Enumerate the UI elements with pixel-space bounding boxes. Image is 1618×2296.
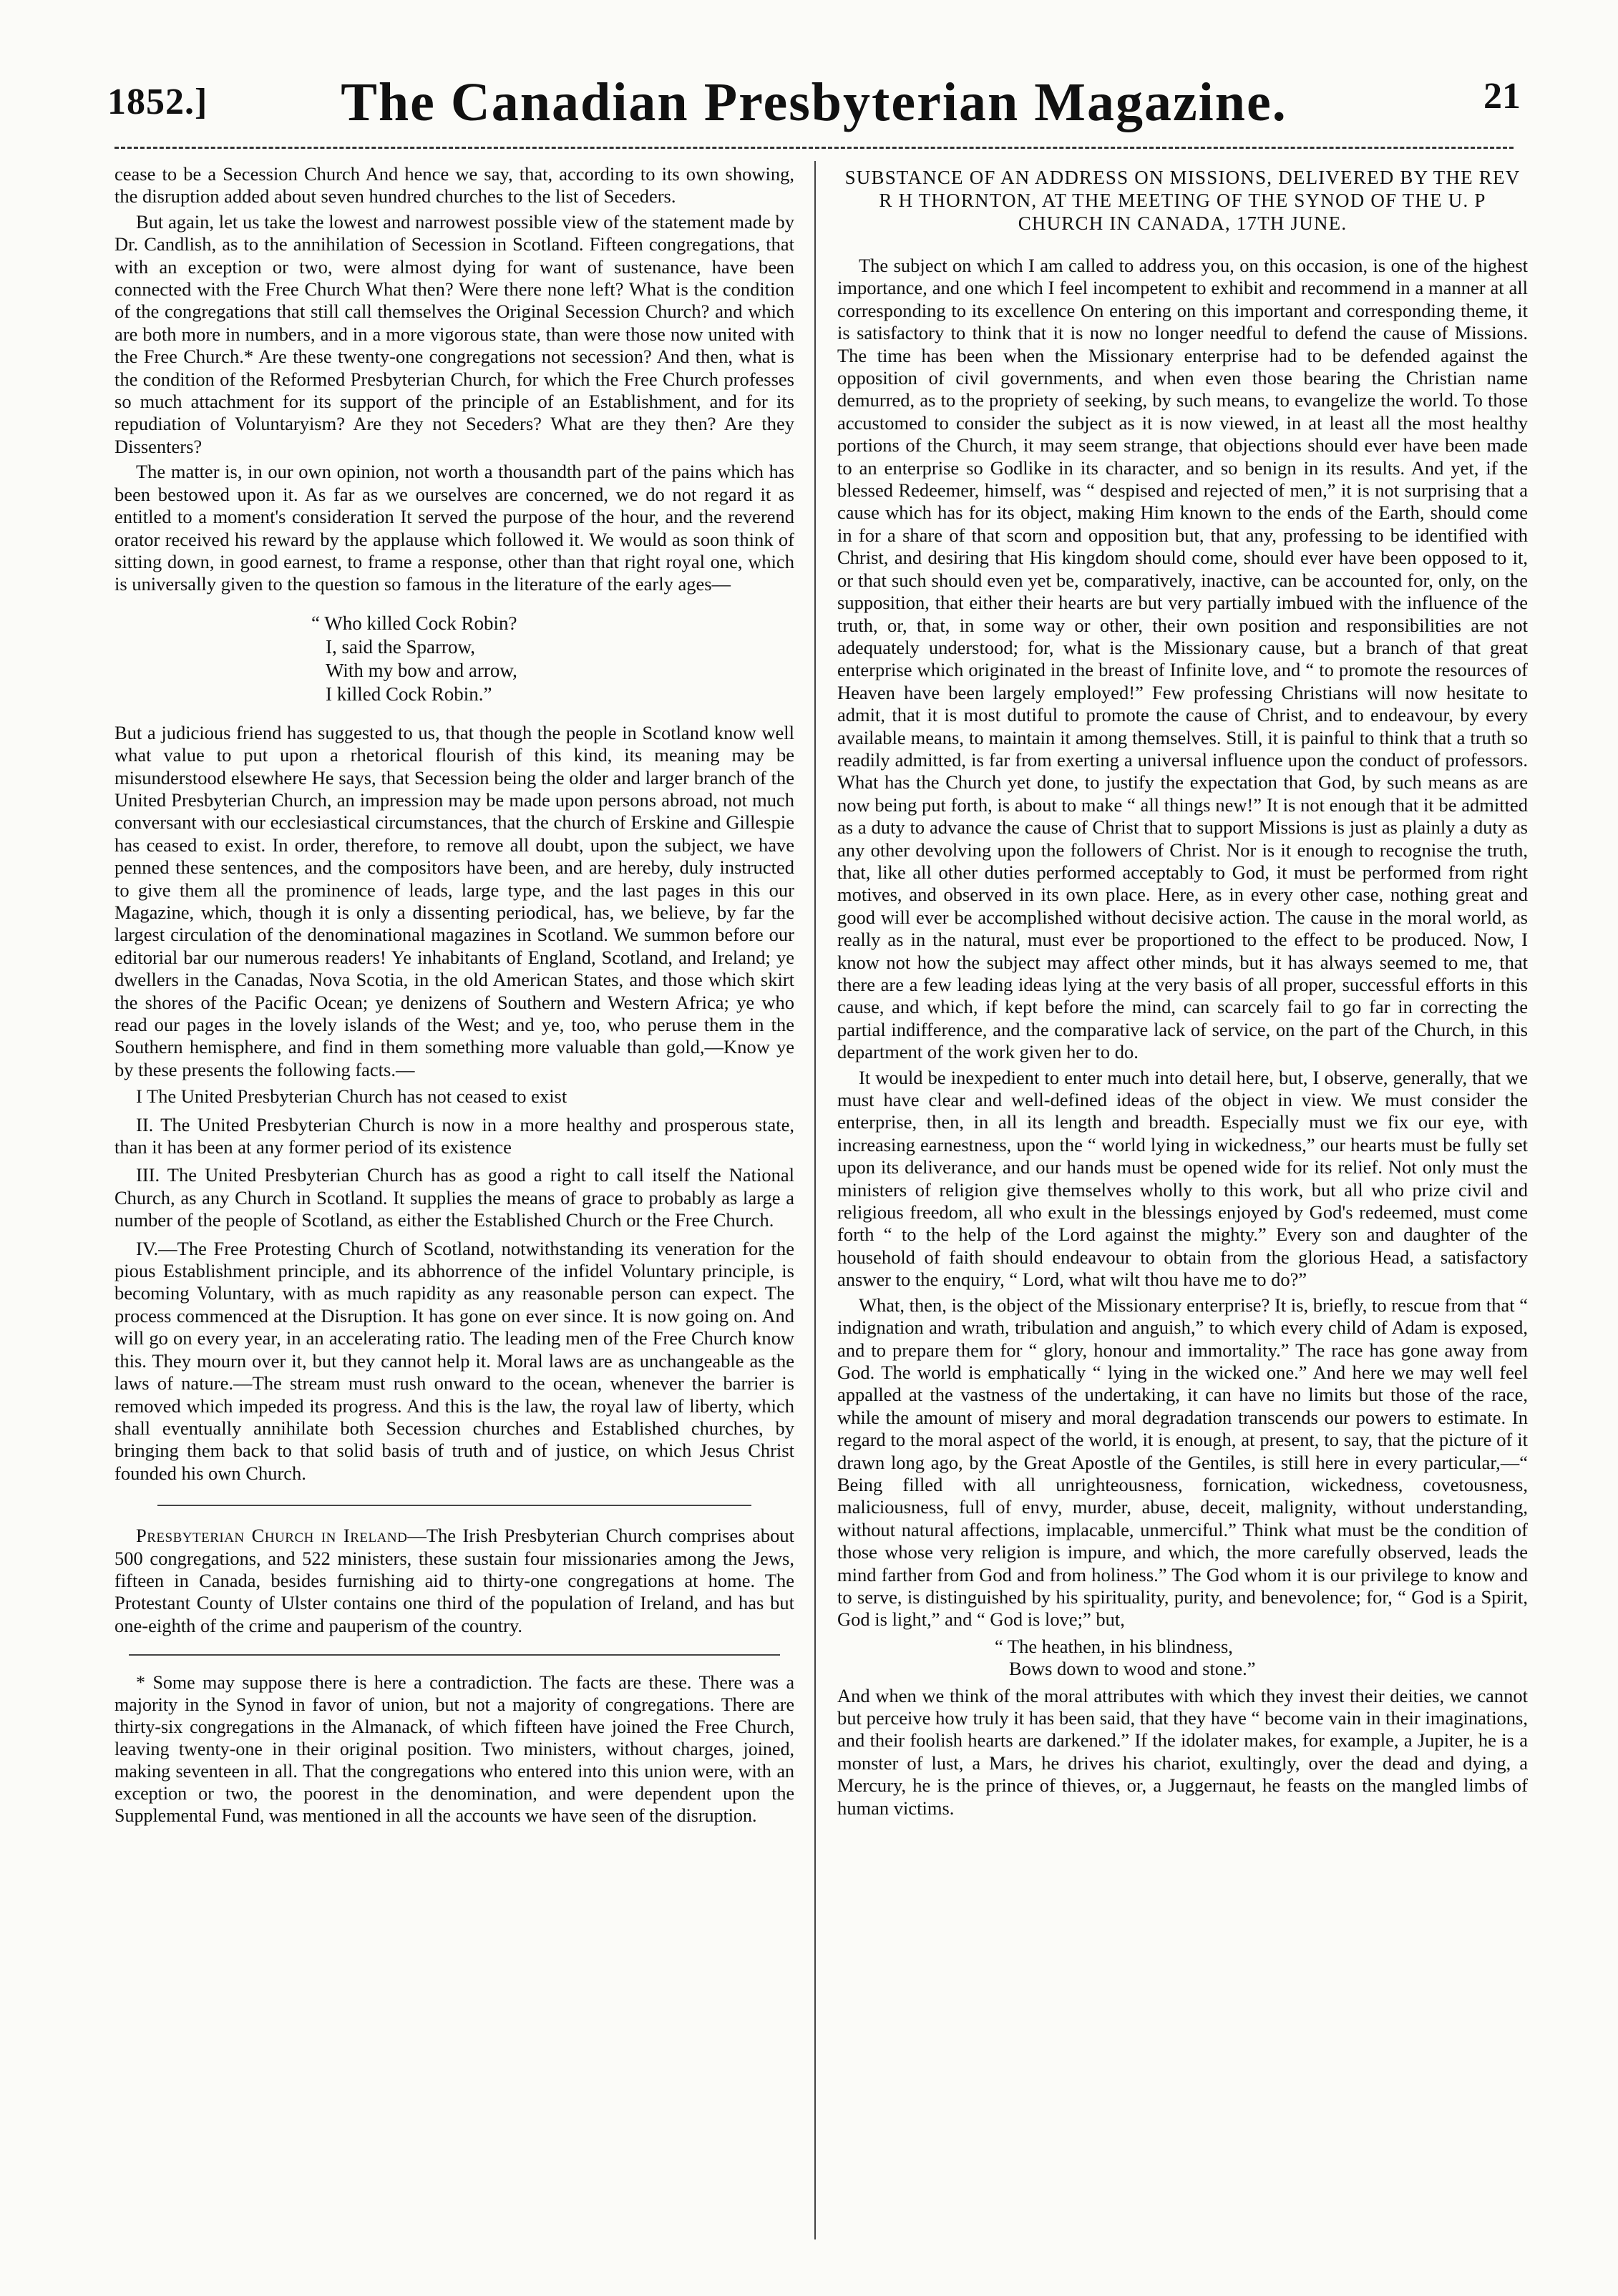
paragraph: But again, let us take the lowest and narrowest possible view of the statement made by Dr. Candlish, as to the annihilation of Secession in Scotland. Fifteen congregations, that with an exception or two, were almost dying for want of sustenance, have been connected with the Free Church What then? Were there none left? What is the condition of the congregations that still call themselves the Original Secession Church? and which are both more in numbers, and in a more vigorous state, than were those now united with the Free Church.* Are these twenty-one congregations not secession? And then, what is the condition of the Reformed Presbyterian Church, for which the Free Church professes so much attachment for its support of the principle of an Establishment, and for its repudiation of Voluntaryism? Are they not Seceders? What are they then? Are they Dissenters? [114,210,794,457]
magazine-title: The Canadian Presbyterian Magazine. [341,72,1287,132]
cock-robin-verse [311,612,794,706]
list-item: IV.—The Free Protesting Church of Scotland, notwithstanding its veneration for the pious Establishment principle, and its abhorrence of the infidel Voluntary principle, is becoming Voluntary, with as much rapidity as any reasonable person can expect. The process commenced at the Disruption. It has gone on ever since. It is now going on. And will go on every year, in an accelerating ratio. The leading men of the Free Church know this. They mourn over it, but they cannot help it. Moral laws are as unchangeable as the laws of nature.—The stream must rush onward to the ocean, whenever the barrier is removed which impeded its progress. And this is the law, the royal law of liberty, which shall eventually annihilate both Secession churches and Established churches, by bringing them back to that solid basis of truth and of justice, on which Jesus Christ founded his own Church. [114,1237,794,1484]
header-year: 1852.] [107,82,208,122]
footnote-divider [129,1654,780,1656]
right-column [837,163,1528,1822]
paragraph: But a judicious friend has suggested to us, that though the people in Scotland know well what value to put upon a rhetorical flourish of this kind, its meaning may be misunderstood elsewhere He says, that Secession being the older and larger branch of the United Presbyterian Church, an impression may be made upon persons abroad, not much conversant with our ecclesiastical circumstances, that the church of Erskine and Gillespie has ceased to exist. In order, therefore, to remove all doubt, upon the subject, we have penned these sentences, and the compositors have been, and are hereby, duly instructed to give them all the prominence of leads, large type, and the last pages in this our Magazine, which, though it is only a dissenting periodical, has, we believe, by far the largest circulation of the denominational magazines in Scotland. We summon before our editorial bar our numerous readers! Ye inhabitants of England, Scotland, and Ireland; ye dwellers in the Canadas, Nova Scotia, in the old American States, and those which skirt the shores of the Pacific Ocean; ye denizens of Southern and Western Africa; ye who read our pages in the lovely islands of the West; and ye, too, who peruse them in the Southern hemisphere, and find in them something more valuable than gold,—Know ye by these presents the following facts.— [114,721,794,1080]
header-rule [114,147,1514,149]
article-title: SUBSTANCE OF AN ADDRESS ON MISSIONS, DELIVERED BY THE REV R H THORNTON, AT THE MEETING OF THE SYNOD OF THE U. P CHURCH IN CANADA, 17TH JUNE. [844,167,1521,234]
list-item: I The United Presbyterian Church has not ceased to exist [136,1085,567,1108]
section-divider [157,1505,751,1506]
footnote-text: * Some may suppose there is here a contradiction. The facts are these. There was a majority in the Synod in favor of union, but not a majority of congregations. There are thirty-six congregations in the Almanack, of which fifteen have joined the Free Church, leaving twenty-one in their original position. Two ministers, without charges, joined, making seventeen in all. That the congregations who entered into this union were, with an exception or two, the poorest in the denomination, and were dependent upon the Supplemental Fund, was mentioned in all the accounts we have seen of the disruption. [114,1672,794,1827]
page-header [107,68,1521,147]
paragraph: And when we think of the moral attributes with which they invest their deities, we cannot but perceive how truly it has been said, that they have “ become vain in their imaginations, and their foolish hearts are darkened.” If the idolater makes, for example, a Jupiter, he is a monster of lust, a Mars, he drives his chariot, exultingly, over the dead and dying, a Mercury, he is the prince of thieves, or, a Juggernaut, he feasts on the mangled limbs of human victims. [837,1684,1528,1819]
paragraph: It would be inexpedient to enter much into detail here, but, I observe, generally, that we must have clear and well-defined ideas of the object in view. We must consider the enterprise, then, in all its length and breadth. Especially must we fix our eye, with increasing earnestness, upon the “ world lying in wickedness,” our hearts must be fully set upon its deliverance, and our hands must be opened wide for its relief. Not only must the ministers of religion give themselves wholly to this work, but all who prize civil and religious freedom, all who exult in the blessings enjoyed by God's redeemed, must come forth “ to the help of the Lord against the mighty.” Every son and daughter of the household of faith should endeavour to obtain from the glorious Head, a satisfactory answer to the enquiry, “ Lord, what wilt thou have me to do?” [837,1066,1528,1291]
paragraph: What, then, is the object of the Missionary enterprise? It is, briefly, to rescue from that “ indignation and wrath, tribulation and anguish,” to which every child of Adam is exposed, and to prepare them for “ glory, honour and immortality.” The race has gone away from God. The world is emphatically “ lying in the wicked one.” And here we may well feel appalled at the vastness of the undertaking, it can have no limits but those of the race, while the amount of misery and moral degradation transcends our powers to estimate. In regard to the moral aspect of the world, it is enough, at present, to say, that the picture of it drawn long ago, by the Great Apostle of the Gentiles, is still here in every particular,—“ Being filled with all unrighteousness, fornication, wickedness, covetousness, maliciousness, full of envy, murder, abuse, deceit, malignity, without understanding, without natural affections, implacable, unmerciful.” Think what must be the condition of those whose very religion is impure, and which, the more carefully observed, leads the mind farther from God and from holiness.” The God whom it is our privilege to know and to serve, is distinguished by his spirituality, purity, and benevolence; for, “ God is a Spirit, God is light,” and “ God is love;” but, [837,1294,1528,1631]
verse-line: I killed Cock Robin.” [326,683,492,705]
heathen-couplet [995,1636,1528,1681]
ireland-item [114,1525,794,1637]
verse-line: “ Who killed Cock Robin? [311,612,517,634]
column-divider [814,161,816,2239]
paragraph: The matter is, in our own opinion, not worth a thousandth part of the pains which has been bestowed upon it. As far as we ourselves are concerned, we do not regard it as entitled to a moment's consideration It served the purpose of the hour, and the reverend orator received his reward by the applause which followed it. We would as soon think of sitting down, in good earnest, to frame a response, other than that right royal one, which is universally given to the question so famous in the literature of the early ages— [114,461,794,595]
verse-line: With my bow and arrow, [326,659,517,681]
ireland-text: —The Irish Presbyterian Church comprises about 500 congregations, and 522 ministers, these sustain four missionaries among the Jews, fifteen in Canada, besides furnishing aid to thirty-one congregations at home. The Protestant County of Ulster contains one third of the population of Ireland, and has but one-eighth of the crime and pauperism of the country. [114,1525,794,1636]
paragraph: cease to be a Secession Church And hence we say, that, according to its own showing, the disruption added about seven hundred churches to the list of Seceders. [114,163,794,207]
paragraph: The subject on which I am called to address you, on this occasion, is one of the highest importance, and one which I feel incompetent to exhibit and recommend in a manner at all corresponding to its excellence On entering on this important and corresponding theme, it is satisfactory to think that it is now no longer needful to defend the cause of Missions. The time has been when the Missionary enterprise had to be defended against the opposition of civil governments, and when even those bearing the Christian name demurred, as to the propriety of seeking, by such means, to evangelize the world. To those accustomed to consider the subject as it is now viewed, in at least all the most healthy portions of the Church, it may seem strange, that objections should ever have been made to an enterprise so Godlike in its character, and so benign in its results. And yet, if the blessed Redeemer, himself, was “ despised and rejected of men,” it is not surprising that a cause which has for its object, making Him known to the ends of the Earth, should come in for a share of that scorn and opposition but, that any, professing to be identified with Christ, and desiring that His kingdom should come, should ever have been opposed to it, or that such should even yet be, comparatively, inactive, can be accounted for, only, on the supposition, that either their hearts are but very partially imbued with the influence of the truth, or, that, in some way or other, their own position and responsibilities are not adequately understood; for, what is the Missionary cause, but a branch of that great enterprise which originated in the breast of Infinite love, and “ to promote the resources of Heaven have been largely employed!” Few professing Christians will now hesitate to admit, that it is most dutiful to promote the cause of Christ, and to endeavour, by every available means, to maintain it among themselves. Still, it is painful to think that a truth so readily admitted, is far from exerting a universal influence upon the conduct of professors. What has the Church yet done, to justify the expectation that God, by such means as are now being put forth, is about to make “ all things new!” It is not enough that it be admitted as a duty to advance the cause of Christ that to support Missions is just as plainly a duty as any other devolving upon the followers of Christ. Nor is it enough to recognise the truth, that, like all other duties performed acceptably to God, it must be performed from right motives, and observed in its own place. Here, as in every other case, nothing great and good will ever be accomplished without decisive action. The cause in the moral world, as really as in the natural, must ever be proportioned to the effect to be produced. Now, I know not how the subject may affect other minds, but it has always seemed to me, that there are a few leading ideas lying at the very basis of all proper, successful efforts in this cause, and which, if kept before the mind, can scarcely fail to go far in correcting the partial indifference, and the comparative lack of service, on the part of the Church, in this department of the work given her to do. [837,255,1528,1063]
page-number: 21 [1483,76,1521,117]
left-column [114,163,794,1830]
ireland-heading: Presbyterian Church in Ireland [136,1525,408,1547]
list-item: II. The United Presbyterian Church is now in a more healthy and prosperous state, than it has been at any former period of its existence [114,1113,794,1158]
verse-line: I, said the Sparrow, [326,635,475,658]
verse-line: “ The heathen, in his blindness, [995,1635,1233,1657]
footnote [114,1671,794,1827]
verse-line: Bows down to wood and stone.” [1009,1658,1256,1680]
list-item: III. The United Presbyterian Church has as good a right to call itself the National Church, as any Church in Scotland. It supplies the means of grace to probably as large a number of the people of Scotland, as either the Established Church or the Free Church. [114,1164,794,1231]
